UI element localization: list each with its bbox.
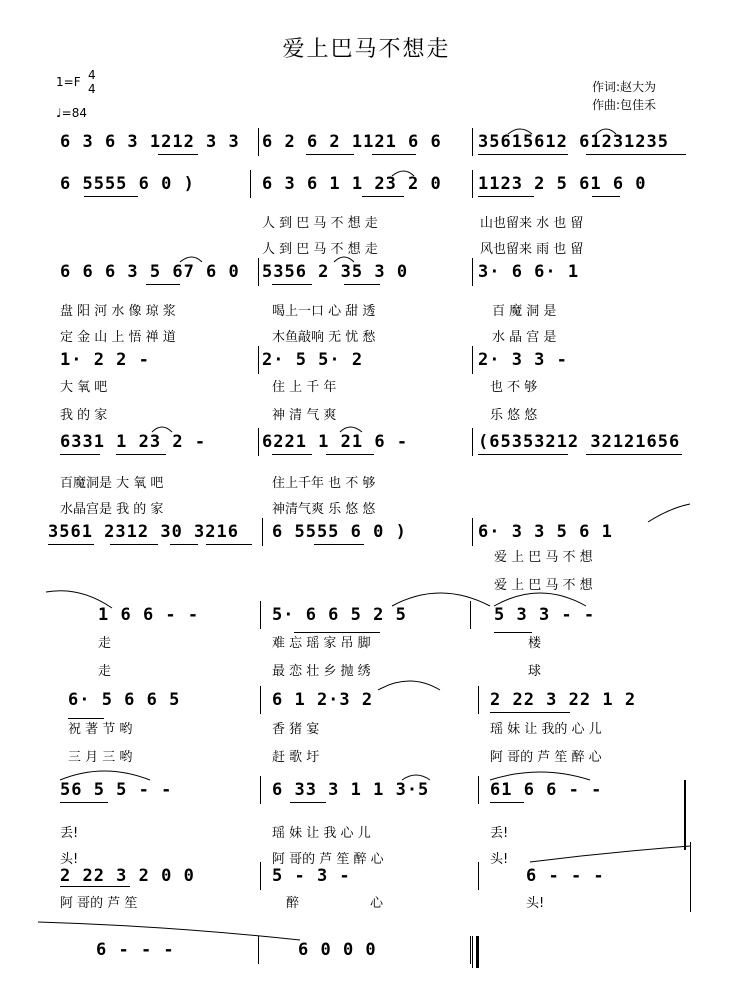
lyric-line: 赶 歌 圩 [272, 750, 320, 765]
slur-arc [402, 775, 430, 780]
slur-arc [596, 129, 616, 134]
notation-measure: 5 - 3 - [272, 866, 351, 886]
lyric-line: 头! [526, 896, 545, 911]
lyric-line: 心 [370, 896, 384, 911]
notation-measure: 6221 1 21 6 - [262, 432, 409, 452]
lyric-line: 住上千年 也 不 够 [272, 476, 376, 491]
composer-credit: 作曲:包佳禾 [592, 98, 657, 112]
slur-arc [392, 593, 490, 606]
lyric-line: 头! [490, 852, 509, 867]
lyric-line: 阿 哥的 芦 笙 醉 心 [490, 750, 602, 765]
notation-measure: 5356 2 35 3 0 [262, 262, 409, 282]
notation-measure: 6 5555 6 0 ) [272, 522, 407, 542]
lyric-line: 球 [528, 664, 542, 679]
notation-measure: 2 22 3 22 1 2 [490, 690, 637, 710]
lyric-line: 走 [98, 664, 112, 679]
slur-arc [490, 772, 590, 780]
time-top: 4 [88, 68, 96, 82]
slur-arc [60, 771, 150, 780]
lyric-line: 定 金 山 上 悟 禅 道 [60, 330, 176, 345]
notation-measure: 6 2 6 2 1121 6 6 [262, 132, 442, 152]
lyric-line: 爱 上 巴 马 不 想 [494, 550, 593, 565]
slur-arc [494, 593, 586, 606]
notation-measure: 3· 6 6· 1 [478, 262, 580, 282]
lyric-line: 丢! [490, 826, 509, 841]
notation-measure: (65353212 32121656 [478, 432, 681, 452]
notation-measure: 6· 3 3 5 6 1 [478, 522, 613, 542]
notation-measure: 6 0 0 0 [298, 940, 377, 960]
lyric-line: 水晶宫是 我 的 家 [60, 502, 164, 517]
slur-arc [378, 681, 440, 690]
notation-measure: 6 - - - [526, 866, 605, 886]
slur-arc [508, 129, 532, 134]
notation-measure: 5· 6 6 5 2 5 [272, 605, 407, 625]
lyric-line: 瑶 妹 让 我 心 儿 [272, 826, 371, 841]
slur-arc [152, 427, 172, 432]
lyric-line: 走 [98, 636, 112, 651]
notation-measure: 6 3 6 3 1212 3 3 [60, 132, 240, 152]
notation-measure: 1 6 6 - - [98, 605, 200, 625]
lyricist-credit: 作词:赵大为 [592, 80, 657, 94]
lyric-line: 瑶 妹 让 我的 心 儿 [490, 722, 602, 737]
lyric-line: 住 上 千 年 [272, 380, 337, 395]
lyric-line: 神 清 气 爽 [272, 408, 337, 423]
notation-measure: 1123 2 5 61 6 0 [478, 174, 647, 194]
lyric-line: 祝 著 节 哟 [68, 722, 133, 737]
notation-measure: 6 1 2·3 2 [272, 690, 374, 710]
lyric-line: 楼 [528, 636, 542, 651]
lyric-line: 阿 哥的 芦 笙 醉 心 [272, 852, 384, 867]
lyric-line: 三 月 三 哟 [68, 750, 133, 765]
lyric-line: 人 到 巴 马 不 想 走 [262, 216, 378, 231]
slur-arc [46, 591, 112, 608]
time-bottom: 4 [88, 82, 96, 96]
notation-measure: 2 22 3 2 0 0 [60, 866, 195, 886]
notation-measure: 35615612 61231235 [478, 132, 669, 152]
lyric-line: 山也留来 水 也 留 [480, 216, 584, 231]
lyric-line: 盘 阳 河 水 像 琼 浆 [60, 304, 176, 319]
slur-arc [530, 846, 690, 862]
lyric-line: 百魔洞是 大 氧 吧 [60, 476, 164, 491]
notation-measure: 6 5555 6 0 ) [60, 174, 195, 194]
lyric-line: 爱 上 巴 马 不 想 [494, 578, 593, 593]
notation-measure: 2· 5 5· 2 [262, 350, 364, 370]
lyric-line: 人 到 巴 马 不 想 走 [262, 242, 378, 257]
lyric-line: 木鱼敲响 无 忧 愁 [272, 330, 376, 345]
notation-measure: 2· 3 3 - [478, 350, 568, 370]
lyric-line: 喝上一口 心 甜 透 [272, 304, 376, 319]
lyric-line: 水 晶 宫 是 [492, 330, 557, 345]
notation-measure: 6 33 3 1 1 3·5 [272, 780, 430, 800]
lyric-line: 大 氧 吧 [60, 380, 108, 395]
notation-measure: 61 6 6 - - [490, 780, 603, 800]
slur-arc [38, 922, 300, 940]
notation-measure: 6· 5 6 6 5 [68, 690, 181, 710]
notation-measure: 6 6 6 3 5 67 6 0 [60, 262, 240, 282]
slur-arc [334, 257, 354, 262]
lyric-line: 难 忘 瑶 家 吊 脚 [272, 636, 371, 651]
tempo-value: =84 [61, 106, 87, 120]
lyric-line: 神清气爽 乐 悠 悠 [272, 502, 376, 517]
notation-measure: 6 3 6 1 1 23 2 0 [262, 174, 442, 194]
notation-measure: 3561 2312 30 3216 [48, 522, 239, 542]
notation-measure: 6 - - - [96, 940, 175, 960]
lyric-line: 也 不 够 [490, 380, 538, 395]
lyric-line: 风也留来 雨 也 留 [480, 242, 584, 257]
slur-arc [180, 257, 202, 262]
quarter-note-icon: ♩ [56, 106, 62, 120]
slur-arc [648, 504, 690, 522]
lyric-line: 醉 [286, 896, 300, 911]
key-label: 1=F [56, 75, 81, 89]
notation-measure: 56 5 5 - - [60, 780, 173, 800]
lyric-line: 头! [60, 852, 79, 867]
lyric-line: 丢! [60, 826, 79, 841]
lyric-line: 香 猪 宴 [272, 722, 320, 737]
lyric-line: 最 恋 壮 乡 抛 绣 [272, 664, 371, 679]
notation-measure: 1· 2 2 - [60, 350, 150, 370]
slur-arc [392, 171, 414, 176]
slur-arc [340, 427, 362, 432]
notation-measure: 5 3 3 - - [494, 605, 596, 625]
lyric-line: 我 的 家 [60, 408, 108, 423]
lyric-line: 乐 悠 悠 [490, 408, 538, 423]
lyric-line: 百 魔 洞 是 [492, 304, 557, 319]
notation-measure: 6331 1 23 2 - [60, 432, 207, 452]
lyric-line: 阿 哥的 芦 笙 [60, 896, 138, 911]
page-title: 爱上巴马不想走 [282, 37, 451, 62]
